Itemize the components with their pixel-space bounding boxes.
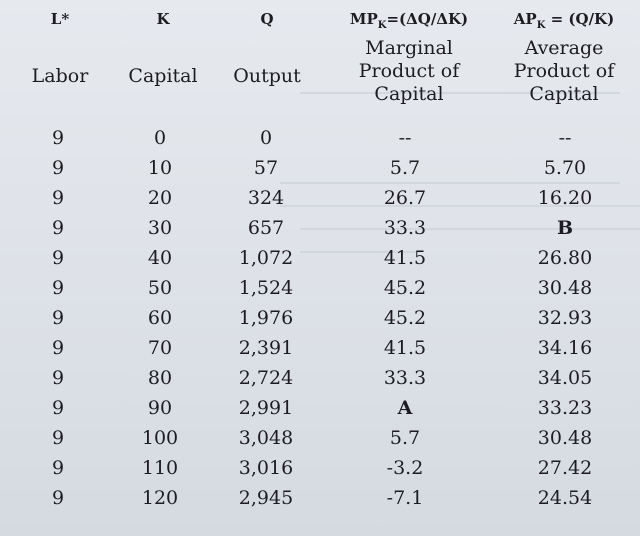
cell-labor: 9 — [51, 397, 65, 419]
cell-apk: 16.20 — [537, 187, 593, 209]
table-row — [0, 126, 640, 150]
cell-capital: 110 — [141, 457, 179, 479]
cell-mpk: 33.3 — [383, 217, 427, 239]
cell-labor: 9 — [51, 367, 65, 389]
cell-mpk: 5.7 — [389, 427, 421, 449]
cell-capital: 10 — [147, 157, 173, 179]
header-mpk-line3: Capital — [374, 83, 444, 105]
cell-mpk: 33.3 — [383, 367, 427, 389]
cell-labor: 9 — [51, 457, 65, 479]
table-row — [0, 216, 640, 240]
table-row — [0, 246, 640, 270]
header-mpk-line2: Product of — [358, 60, 460, 82]
cell-apk: 24.54 — [537, 487, 593, 509]
cell-labor: 9 — [51, 277, 65, 299]
header-labor-symbol: L* — [50, 10, 70, 28]
cell-labor: 9 — [51, 127, 65, 149]
header-capital — [118, 8, 208, 88]
table-row — [0, 426, 640, 450]
table-row — [0, 336, 640, 360]
cell-apk: B — [556, 217, 574, 239]
header-capital-label: Capital — [128, 65, 198, 87]
cell-labor: 9 — [51, 247, 65, 269]
table-row — [0, 456, 640, 480]
cell-apk: 33.23 — [537, 397, 593, 419]
cell-mpk: -- — [398, 127, 412, 149]
cell-output: 2,724 — [238, 367, 294, 389]
cell-labor: 9 — [51, 487, 65, 509]
cell-output: 57 — [253, 157, 279, 179]
table-row — [0, 486, 640, 510]
cell-labor: 9 — [51, 427, 65, 449]
cell-output: 1,976 — [238, 307, 294, 329]
table-row — [0, 306, 640, 330]
cell-mpk: 26.7 — [383, 187, 427, 209]
header-output — [222, 8, 312, 88]
cell-mpk: -7.1 — [386, 487, 424, 509]
cell-labor: 9 — [51, 217, 65, 239]
cell-capital: 50 — [147, 277, 173, 299]
cell-capital: 60 — [147, 307, 173, 329]
cell-output: 1,072 — [238, 247, 294, 269]
cell-mpk: 45.2 — [383, 277, 427, 299]
cell-mpk: 45.2 — [383, 307, 427, 329]
table-row — [0, 186, 640, 210]
header-output-symbol: Q — [260, 10, 274, 28]
cell-output: 3,048 — [238, 427, 294, 449]
cell-capital: 30 — [147, 217, 173, 239]
cell-output: 2,391 — [238, 337, 294, 359]
header-labor — [28, 8, 92, 88]
cell-output: 0 — [259, 127, 273, 149]
cell-apk: 26.80 — [537, 247, 593, 269]
cell-capital: 20 — [147, 187, 173, 209]
cell-capital: 120 — [141, 487, 179, 509]
cell-apk: 34.16 — [537, 337, 593, 359]
header-apk — [494, 8, 634, 106]
cell-apk: 34.05 — [537, 367, 593, 389]
cell-capital: 40 — [147, 247, 173, 269]
cell-labor: 9 — [51, 157, 65, 179]
header-capital-symbol: K — [156, 10, 170, 28]
cell-apk: 5.70 — [543, 157, 587, 179]
header-mpk-formula: $MP_K=(\Delta Q/\Delta K)$ — [349, 10, 469, 31]
cell-output: 2,991 — [238, 397, 294, 419]
header-mpk — [334, 8, 484, 106]
cell-capital: 70 — [147, 337, 173, 359]
cell-labor: 9 — [51, 337, 65, 359]
cell-mpk: A — [397, 397, 413, 419]
cell-capital: 100 — [141, 427, 179, 449]
cell-capital: 0 — [153, 127, 167, 149]
table-row — [0, 366, 640, 390]
cell-output: 657 — [247, 217, 285, 239]
header-apk-line2: Product of — [513, 60, 615, 82]
cell-apk: 27.42 — [537, 457, 593, 479]
header-apk-line1: Average — [524, 37, 604, 59]
table-row — [0, 276, 640, 300]
header-apk-formula: $AP_K = (Q/K)$ — [513, 10, 615, 31]
table-row — [0, 396, 640, 420]
cell-mpk: 41.5 — [383, 247, 427, 269]
cell-apk: 32.93 — [537, 307, 593, 329]
cell-apk: 30.48 — [537, 277, 593, 299]
cell-output: 324 — [247, 187, 285, 209]
cell-mpk: 5.7 — [389, 157, 421, 179]
cell-labor: 9 — [51, 307, 65, 329]
cell-labor: 9 — [51, 187, 65, 209]
cell-output: 2,945 — [238, 487, 294, 509]
cell-mpk: -3.2 — [386, 457, 424, 479]
cell-apk: -- — [558, 127, 572, 149]
cell-output: 3,016 — [238, 457, 294, 479]
header-apk-line3: Capital — [529, 83, 599, 105]
cell-mpk: 41.5 — [383, 337, 427, 359]
cell-capital: 90 — [147, 397, 173, 419]
cell-apk: 30.48 — [537, 427, 593, 449]
header-mpk-line1: Marginal — [365, 37, 453, 59]
header-labor-label: Labor — [31, 65, 89, 87]
show-through-line — [280, 182, 620, 184]
header-output-label: Output — [233, 65, 301, 87]
table-row — [0, 156, 640, 180]
cell-capital: 80 — [147, 367, 173, 389]
cell-output: 1,524 — [238, 277, 294, 299]
